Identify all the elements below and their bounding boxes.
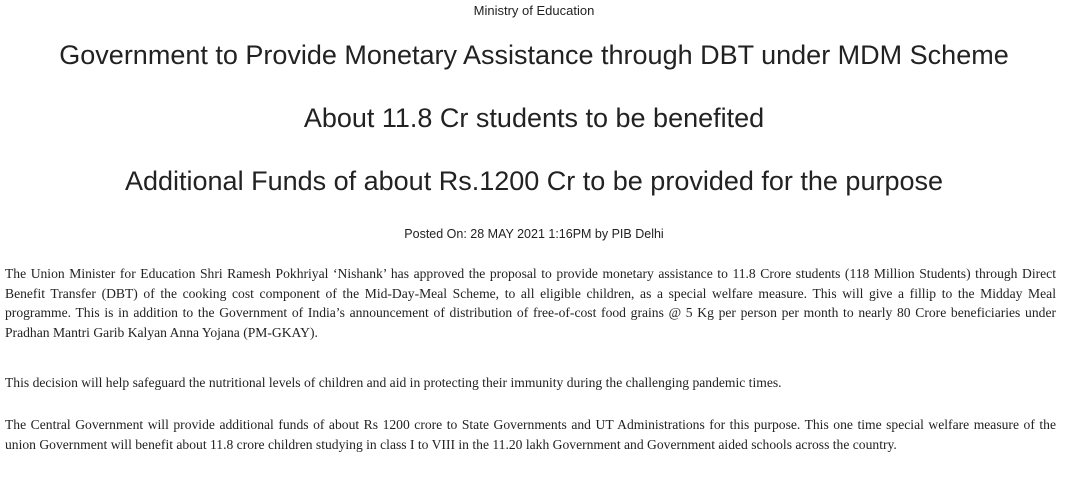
main-headline: Government to Provide Monetary Assistance through DBT under MDM Scheme (59, 40, 1009, 70)
ministry-name: Ministry of Education (473, 3, 595, 18)
sub-headline-funds: Additional Funds of about Rs.1200 Cr to be provided for the purpose (124, 166, 943, 196)
body-paragraph-decision: This decision will help safeguard the nutritional levels of children and aid in protecting their immunity during the challenging pandemic times. (5, 375, 782, 390)
posted-on-line: Posted On: 28 MAY 2021 1:16PM by PIB Delhi (404, 227, 664, 241)
body-paragraph-funds: The Central Government will provide additional funds of about Rs 1200 crore to State Governments and UT Administrations for this purpose. This one time special welfare measure of the union Government will benefit about 11.8 crore children studying in class I to VIII in the 11.20 lakh Government and Government aided schools across the country. (5, 417, 1056, 452)
sub-headline-students: About 11.8 Cr students to be benefited (303, 103, 765, 133)
body-paragraph-approval: The Union Minister for Education Shri Ramesh Pokhriyal ‘Nishank’ has approved the proposal to provide monetary assistance to 11.8 Crore students (118 Million Students) through Direct Benefit Transfer (DBT) of the cooking cost component of the Mid-Day-Meal Scheme, to all eligible children, as a special welfare measure. This will give a fillip to the Midday Meal programme. This is in addition to the Government of India’s announcement of distribution of free-of-cost food grains @ 5 Kg per person per month to nearly 80 Crore beneficiaries under Pradhan Mantri Garib Kalyan Anna Yojana (PM-GKAY). (5, 266, 1056, 340)
